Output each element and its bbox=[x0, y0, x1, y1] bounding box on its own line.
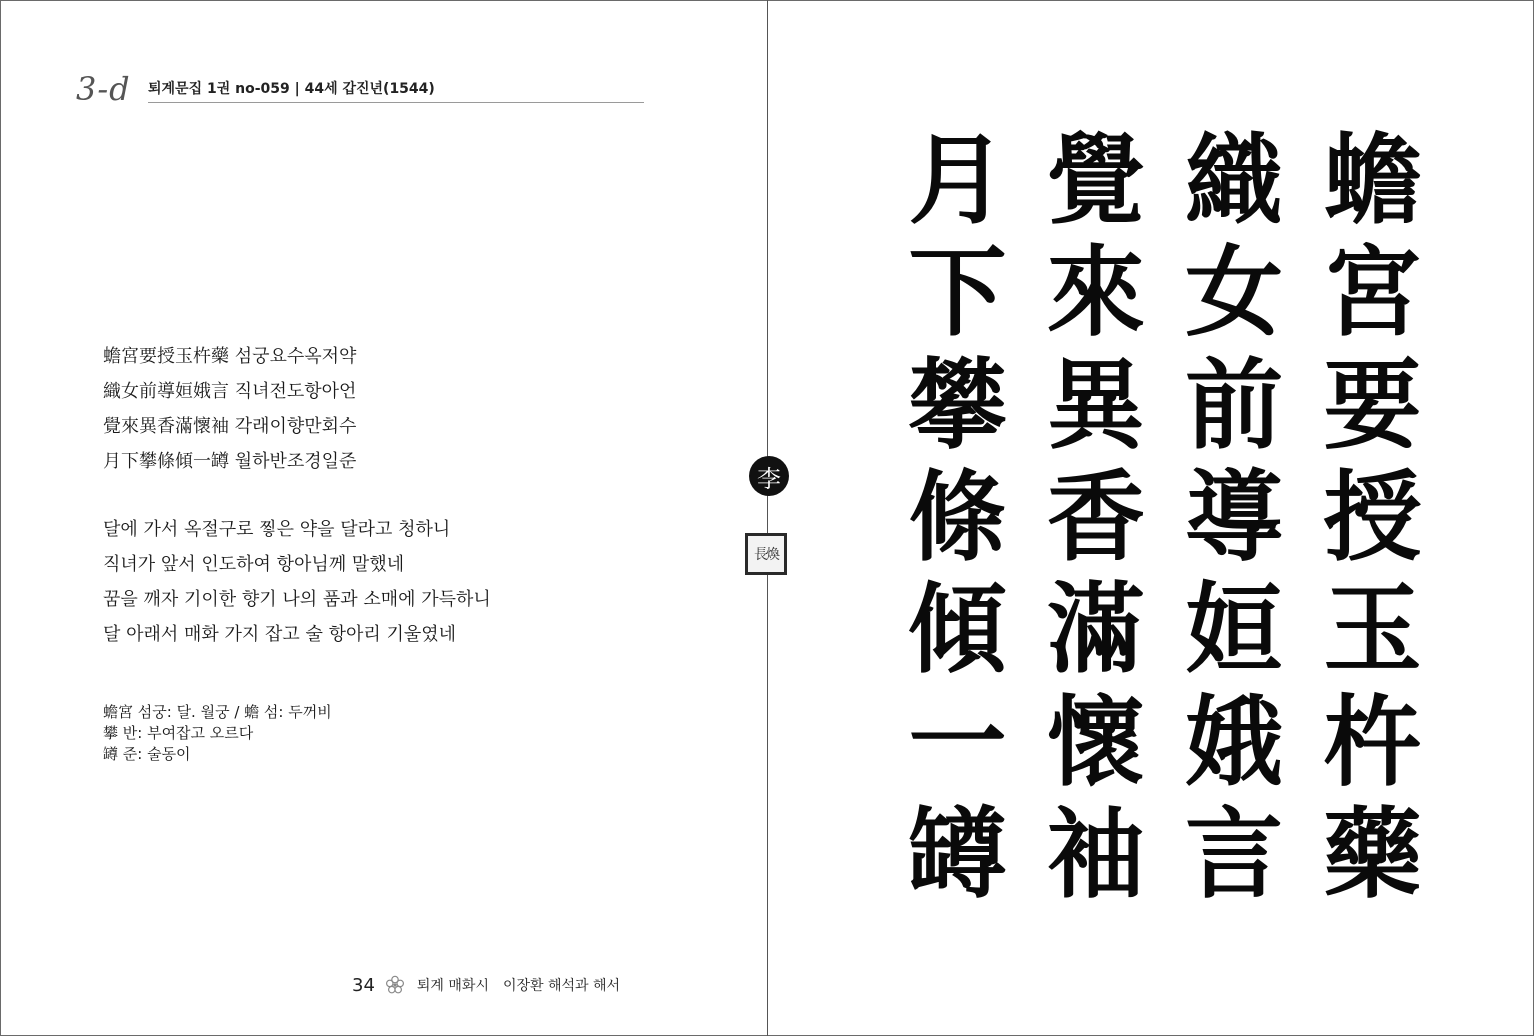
note-line: 攀 반: 부여잡고 오르다 bbox=[103, 724, 254, 742]
calligraphy-column bbox=[1172, 123, 1297, 912]
calligraphy-character: 攀 bbox=[908, 347, 1007, 463]
translation-line: 꿈을 깨자 기이한 향기 나의 품과 소매에 가득하니 bbox=[103, 589, 491, 610]
calligraphy-character: 罇 bbox=[908, 796, 1007, 912]
calligraphy-character: 滿 bbox=[1046, 572, 1145, 688]
calligraphy-character: 娥 bbox=[1185, 684, 1284, 800]
poem-line: 覺來異香滿懷袖 각래이향만회수 bbox=[103, 416, 357, 437]
poem-line: 月下攀條傾一罇 월하반조경일준 bbox=[103, 451, 357, 472]
round-seal-stamp: 李 bbox=[749, 456, 789, 496]
calligraphy-character: 蟾 bbox=[1323, 123, 1422, 238]
calligraphy-character: 前 bbox=[1185, 347, 1284, 463]
calligraphy-character: 玉 bbox=[1323, 572, 1422, 688]
calligraphy-character: 來 bbox=[1046, 235, 1145, 351]
calligraphy-character: 傾 bbox=[908, 572, 1007, 688]
page-header: 퇴계문집 1권 no-059 | 44세 갑진년(1544) bbox=[148, 78, 644, 103]
calligraphy-character: 導 bbox=[1185, 459, 1284, 575]
book-title: 퇴계 매화시 bbox=[416, 978, 489, 994]
page-number: 34 bbox=[352, 974, 375, 996]
calligraphy-character: 異 bbox=[1046, 347, 1145, 463]
calligraphy-character: 要 bbox=[1323, 347, 1422, 463]
page-gutter bbox=[767, 0, 768, 1036]
poem-line: 蟾宮要授玉杵藥 섬궁요수옥저약 bbox=[103, 346, 357, 367]
calligraphy-character: 藥 bbox=[1323, 796, 1422, 912]
calligraphy-column bbox=[895, 123, 1020, 912]
calligraphy-column bbox=[1033, 123, 1158, 912]
calligraphy-character: 下 bbox=[908, 235, 1007, 351]
page-footer bbox=[352, 973, 620, 997]
note-line: 蟾宮 섬궁: 달. 월궁 / 蟾 섬: 두꺼비 bbox=[103, 703, 332, 721]
calligraphy-character: 懷 bbox=[1046, 684, 1145, 800]
translation-line: 달 아래서 매화 가지 잡고 술 항아리 기울였네 bbox=[103, 624, 457, 645]
calligraphy-character: 織 bbox=[1185, 123, 1284, 238]
calligraphy-character: 月 bbox=[908, 123, 1007, 238]
calligraphy-character: 袖 bbox=[1046, 796, 1145, 912]
poem-line: 織女前導姮娥言 직녀전도항아언 bbox=[103, 381, 357, 402]
poem-translation bbox=[103, 518, 491, 658]
vocabulary-notes bbox=[103, 702, 332, 765]
translation-line: 직녀가 앞서 인도하여 항아님께 말했네 bbox=[103, 554, 405, 575]
calligraphy-character: 一 bbox=[908, 684, 1007, 800]
calligraphy-character: 香 bbox=[1046, 459, 1145, 575]
note-line: 罇 준: 술동이 bbox=[103, 745, 191, 763]
translation-line: 달에 가서 옥절구로 찧은 약을 달라고 청하니 bbox=[103, 519, 451, 540]
calligraphy-character: 女 bbox=[1185, 235, 1284, 351]
handwritten-page-label: 3-d bbox=[76, 70, 131, 108]
calligraphy-character: 宮 bbox=[1323, 235, 1422, 351]
calligraphy-character: 言 bbox=[1185, 796, 1284, 912]
calligraphy-panel bbox=[895, 123, 1435, 918]
calligraphy-character: 杵 bbox=[1323, 684, 1422, 800]
square-seal-stamp: 長煥 bbox=[745, 533, 787, 575]
book-author: 이장환 해석과 해서 bbox=[502, 978, 621, 994]
calligraphy-character: 覺 bbox=[1046, 123, 1145, 238]
calligraphy-character: 授 bbox=[1323, 459, 1422, 575]
calligraphy-character: 姮 bbox=[1185, 572, 1284, 688]
calligraphy-character: 條 bbox=[908, 459, 1007, 575]
poem-original bbox=[103, 345, 356, 485]
plum-blossom-icon bbox=[385, 975, 405, 995]
calligraphy-column bbox=[1310, 123, 1435, 912]
